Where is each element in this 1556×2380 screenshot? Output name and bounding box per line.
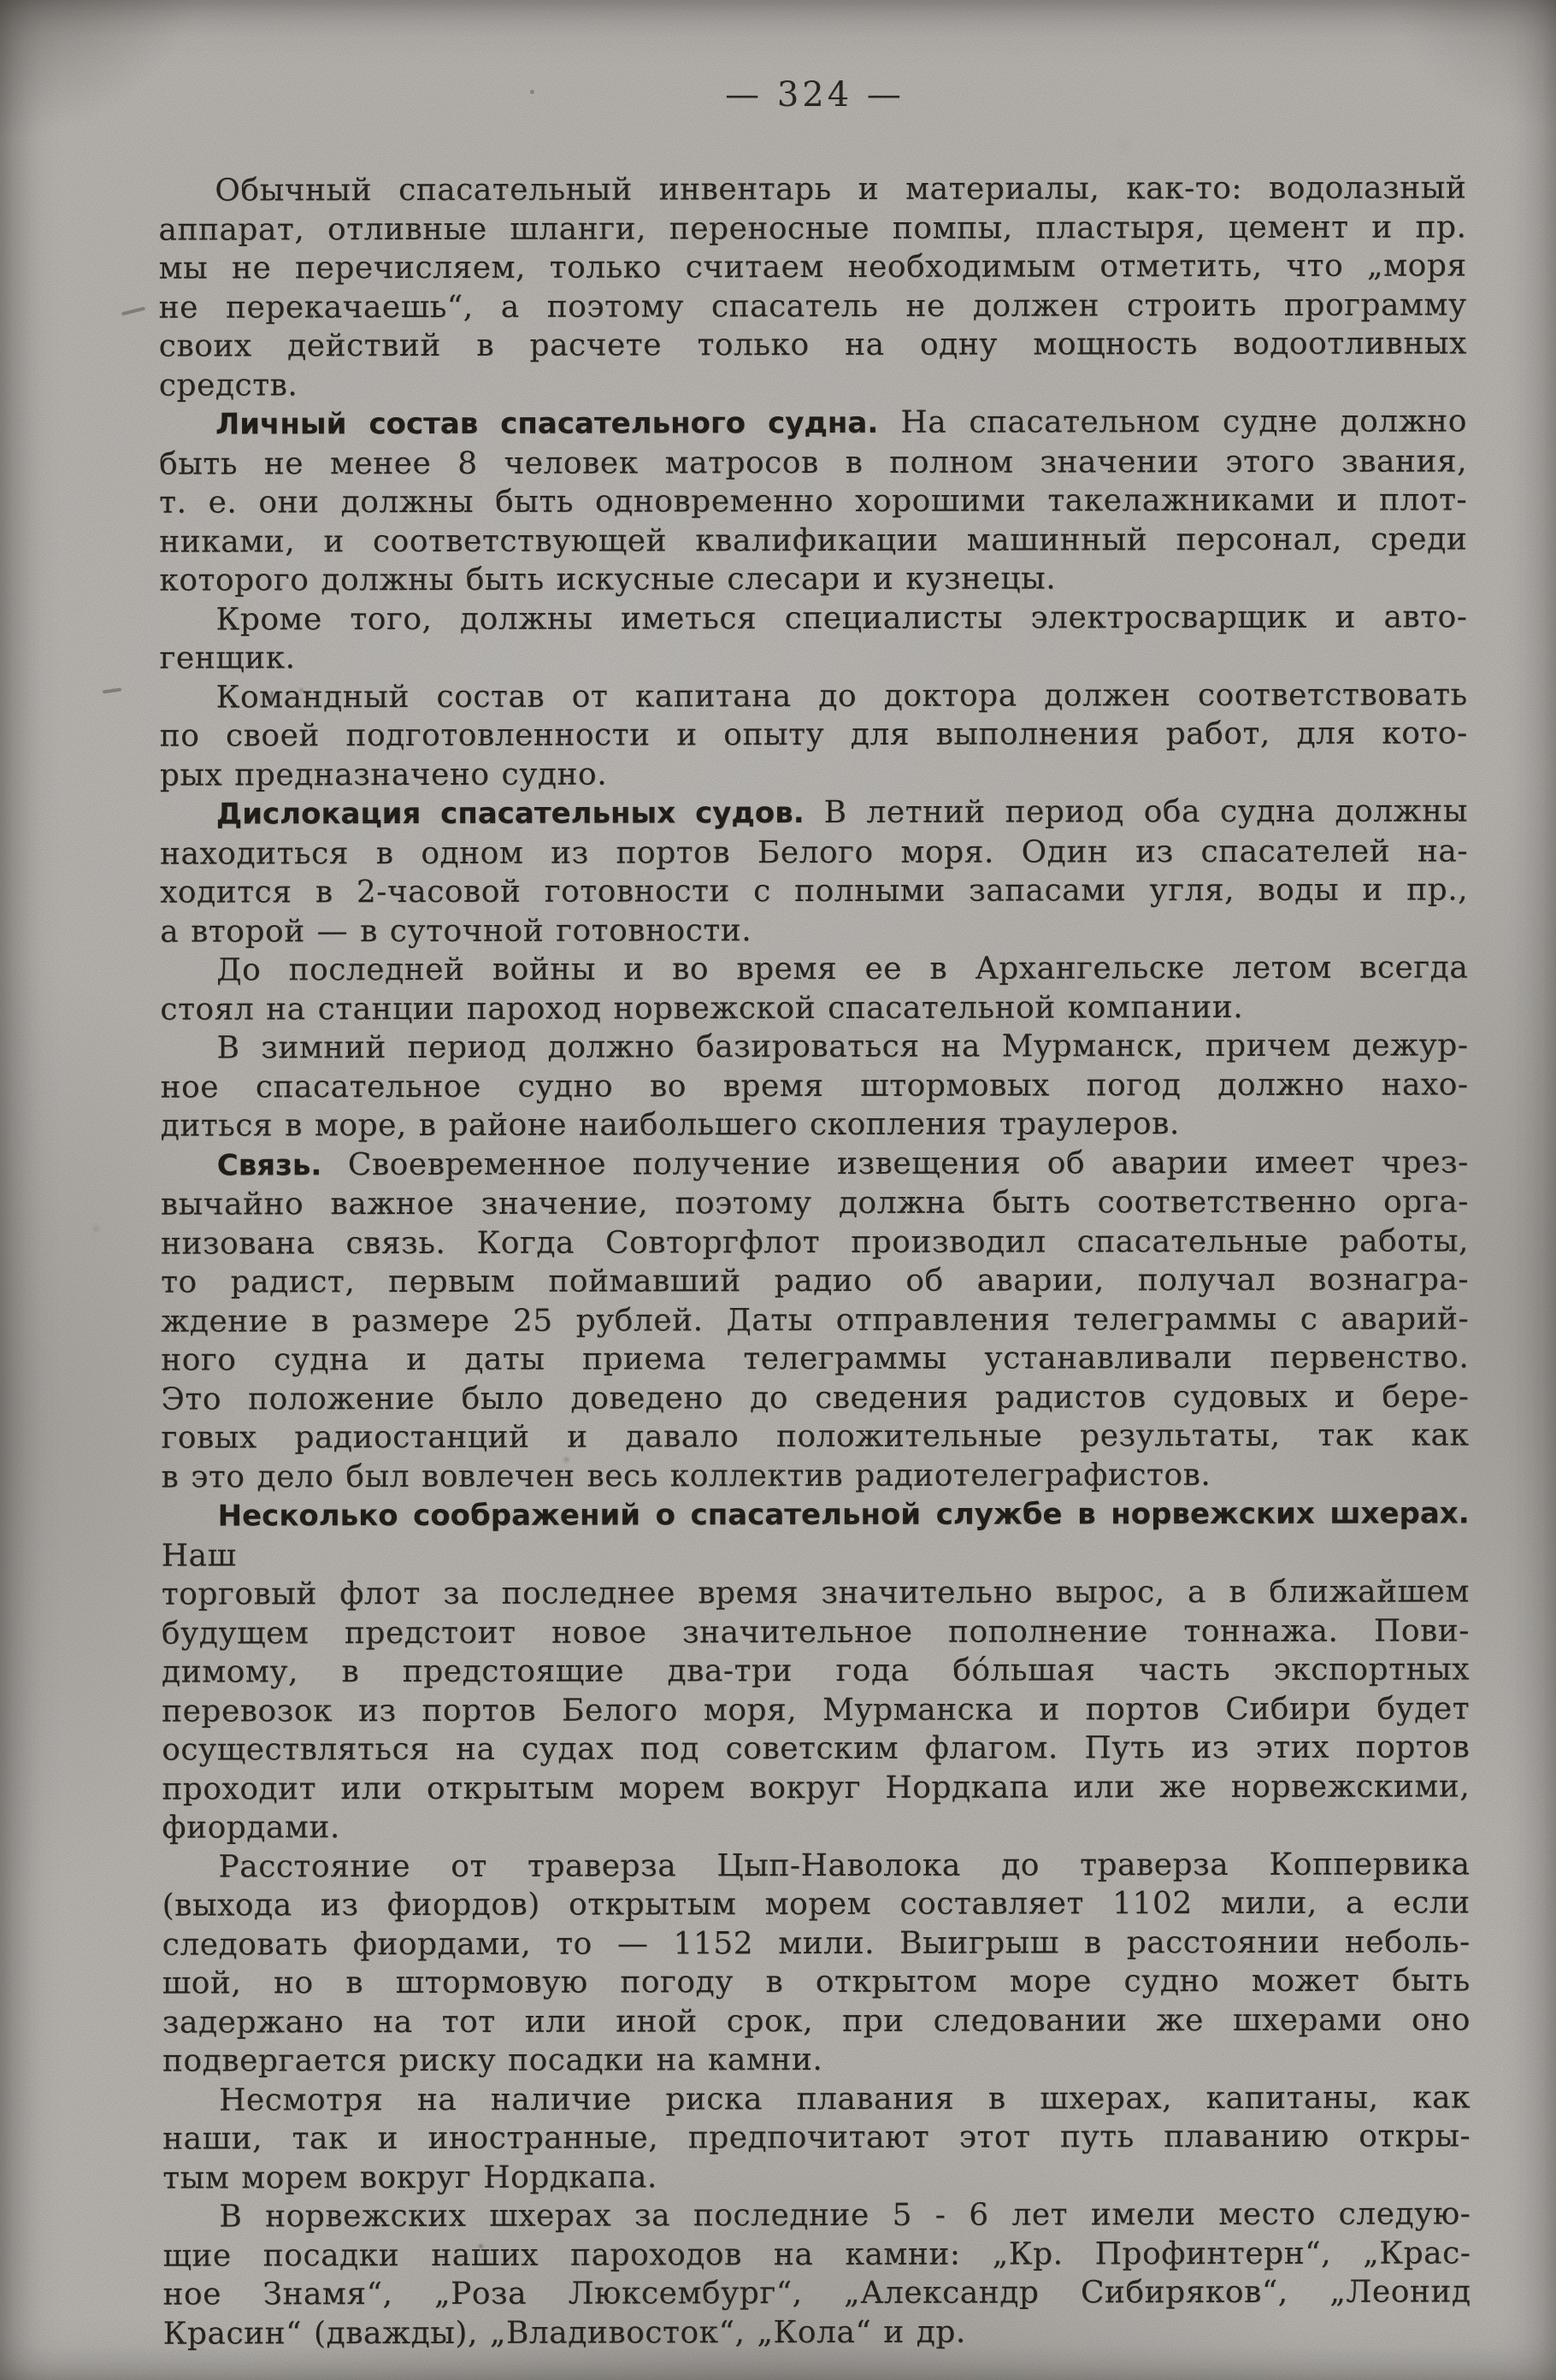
paragraph — [160, 1026, 1468, 1146]
text-line: подвергается риску посадки на камни. — [162, 2041, 823, 2079]
text-line: мы не перечисляем, только считаем необходимым отметить, что „моря — [158, 248, 1467, 286]
page-number: — 324 — — [725, 75, 905, 115]
text-line: задержано на тот или иной срок, при следовании же шхерами оно — [162, 2001, 1471, 2041]
paragraph — [159, 402, 1467, 600]
text-line: аппарат, отливные шланги, переносные помпы, пластыря, цемент и пр. — [158, 209, 1467, 248]
text-line: наши, так и иностранные, предпочитают этот путь плаванию откры- — [162, 2118, 1471, 2157]
text-line: следовать фиордами, то — 1152 мили. Выигрыш в расстоянии неболь- — [162, 1923, 1471, 1963]
text-line: ное Знамя“, „Роза Люксембург“, „Александр Сибиряков“, „Леонид — [162, 2274, 1471, 2312]
text-block — [158, 168, 1471, 2353]
text-line: щие посадки наших пароходов на камни: „Кр. Профинтерн“, „Крас- — [162, 2235, 1471, 2274]
text-line: В норвежских шхерах за последние 5 - 6 лет имели место следую- — [219, 2196, 1471, 2235]
text-line: говых радиостанций и давало положительные результаты, так как — [161, 1417, 1470, 1456]
text-line: генщик. — [159, 640, 296, 676]
text-line: которого должны быть искусные слесари и кузнецы. — [159, 561, 1057, 598]
text-line: стоял на станции пароход норвежской спасательной компании. — [160, 989, 1244, 1028]
text-line: находиться в одном из портов Белого моря. Один из спасателей на- — [159, 833, 1469, 872]
text-line: Несмотря на наличие риска плавания в шхерах, капитаны, как — [219, 2079, 1471, 2118]
paragraph-lead-heading: Личный состав спасательного судна. — [215, 405, 879, 442]
text-line: проходит или открытым морем вокруг Нордкапа или же норвежскими, — [162, 1768, 1471, 1807]
text-line: средств. — [158, 367, 298, 404]
paragraph — [162, 1845, 1471, 2081]
text-line: перевозок из портов Белого моря, Мурманска и портов Сибири будет — [162, 1690, 1471, 1729]
text-line: В зимний период должно базироваться на Мурманск, причем дежур- — [216, 1028, 1469, 1066]
text-line: тым морем вокруг Нордкапа. — [162, 2159, 657, 2196]
text-line: До последней войны и во время ее в Архангельске летом всегда — [216, 950, 1469, 988]
text-line: ного судна и даты приема телеграммы устанавливали первенство. — [161, 1340, 1470, 1378]
text-line: Кроме того, должны иметься специалисты электросварщик и авто- — [215, 598, 1468, 637]
text-line: Расстояние от траверза Цып-Наволока до траверза Коппервика — [218, 1846, 1471, 1884]
paragraph-lead-heading: Связь. — [216, 1147, 322, 1182]
text-line: низована связь. Когда Совторгфлот производил спасательные работы, — [160, 1222, 1469, 1262]
text-line: а второй — в суточной готовности. — [160, 912, 752, 950]
paragraph — [161, 1143, 1470, 1497]
text-line: торговый флот за последнее время значительно вырос, а в ближайшем — [161, 1574, 1470, 1612]
text-line: шой, но в штормовую погоду в открытом море судно может быть — [162, 1963, 1471, 2001]
text-line: Дислокация спасательных судов. В летний период оба судна должны — [215, 793, 1468, 832]
text-line: Командный состав от капитана до доктора должен соответствовать — [215, 676, 1468, 715]
text-line: (выхода из фиордов) открытым морем составляет 1102 мили, а если — [162, 1885, 1471, 1923]
text-line: фиордами. — [162, 1810, 340, 1846]
text-line: в это дело был вовлечен весь коллектив радиотелеграфистов. — [161, 1457, 1211, 1495]
text-line: ное спасательное судно во время штормовых погод должно нахо- — [160, 1066, 1469, 1105]
text-line: Личный состав спасательного судна. На спасательном судне должно — [215, 404, 1467, 442]
text-line: Обычный спасательный инвентарь и материалы, как-то: водолазный — [215, 170, 1467, 209]
text-line: т. е. они должны быть одновременно хорошими такелажниками и плот- — [159, 482, 1468, 521]
text-line: не перекачаешь“, а поэтому спасатель не должен строить программу — [158, 286, 1467, 326]
text-line: вычайно важное значение, поэтому должна быть соответственно орга- — [160, 1184, 1469, 1222]
text-line: рых предназначено судно. — [159, 757, 608, 793]
paragraph-lead-heading: Дислокация спасательных судов. — [215, 796, 805, 832]
pencil-dash-mark — [103, 687, 121, 693]
text-line: своих действий в расчете только на одну мощность водоотливных — [158, 326, 1467, 364]
text-line: диться в море, в районе наибольшего скопления траулеров. — [160, 1106, 1180, 1144]
text-line: ходится в 2-часовой готовности с полными запасами угля, воды и пр., — [160, 872, 1469, 910]
paragraph — [162, 2078, 1471, 2198]
paragraph — [160, 675, 1468, 795]
text-line: по своей подготовленности и опыту для выполнения работ, для кото- — [159, 716, 1468, 754]
paragraph — [162, 2194, 1471, 2353]
text-line: быть не менее 8 человек матросов в полном значении этого звания, — [159, 443, 1468, 482]
paragraph — [158, 168, 1467, 404]
text-line: Несколько соображений о спасательной службе в норвежских шхерах. Наш — [161, 1496, 1470, 1574]
paragraph — [159, 598, 1467, 678]
text-line: димому, в предстоящие два-три года бо́льшая часть экспортных — [161, 1652, 1471, 1690]
text-line: никами, и соответствующей квалификации машинный персонал, среди — [159, 521, 1468, 560]
text-line: то радист, первым поймавший радио об аварии, получал вознагра- — [161, 1262, 1470, 1300]
paragraph — [160, 948, 1468, 1028]
paragraph-lead-heading: Несколько соображений о спасательной службе в норвежских шхерах. — [217, 1496, 1470, 1534]
text-line: будущем предстоит новое значительное пополнение тоннажа. Пови- — [161, 1612, 1470, 1652]
paragraph — [160, 792, 1468, 951]
paragraph — [162, 1493, 1471, 1847]
text-line: Связь. Своевременное получение извещения об аварии имеет чрез- — [216, 1144, 1469, 1182]
text-line: Это положение было доведено до сведения радистов судовых и бере- — [161, 1378, 1470, 1417]
text-line: ждение в размере 25 рублей. Даты отправления телеграммы с аварий- — [161, 1300, 1470, 1340]
pencil-dash-mark — [121, 307, 145, 316]
text-line: осуществляться на судах под советским флагом. Путь из этих портов — [162, 1729, 1471, 1768]
text-line: Красин“ (дважды), „Владивосток“, „Кола“ и др. — [162, 2314, 966, 2352]
